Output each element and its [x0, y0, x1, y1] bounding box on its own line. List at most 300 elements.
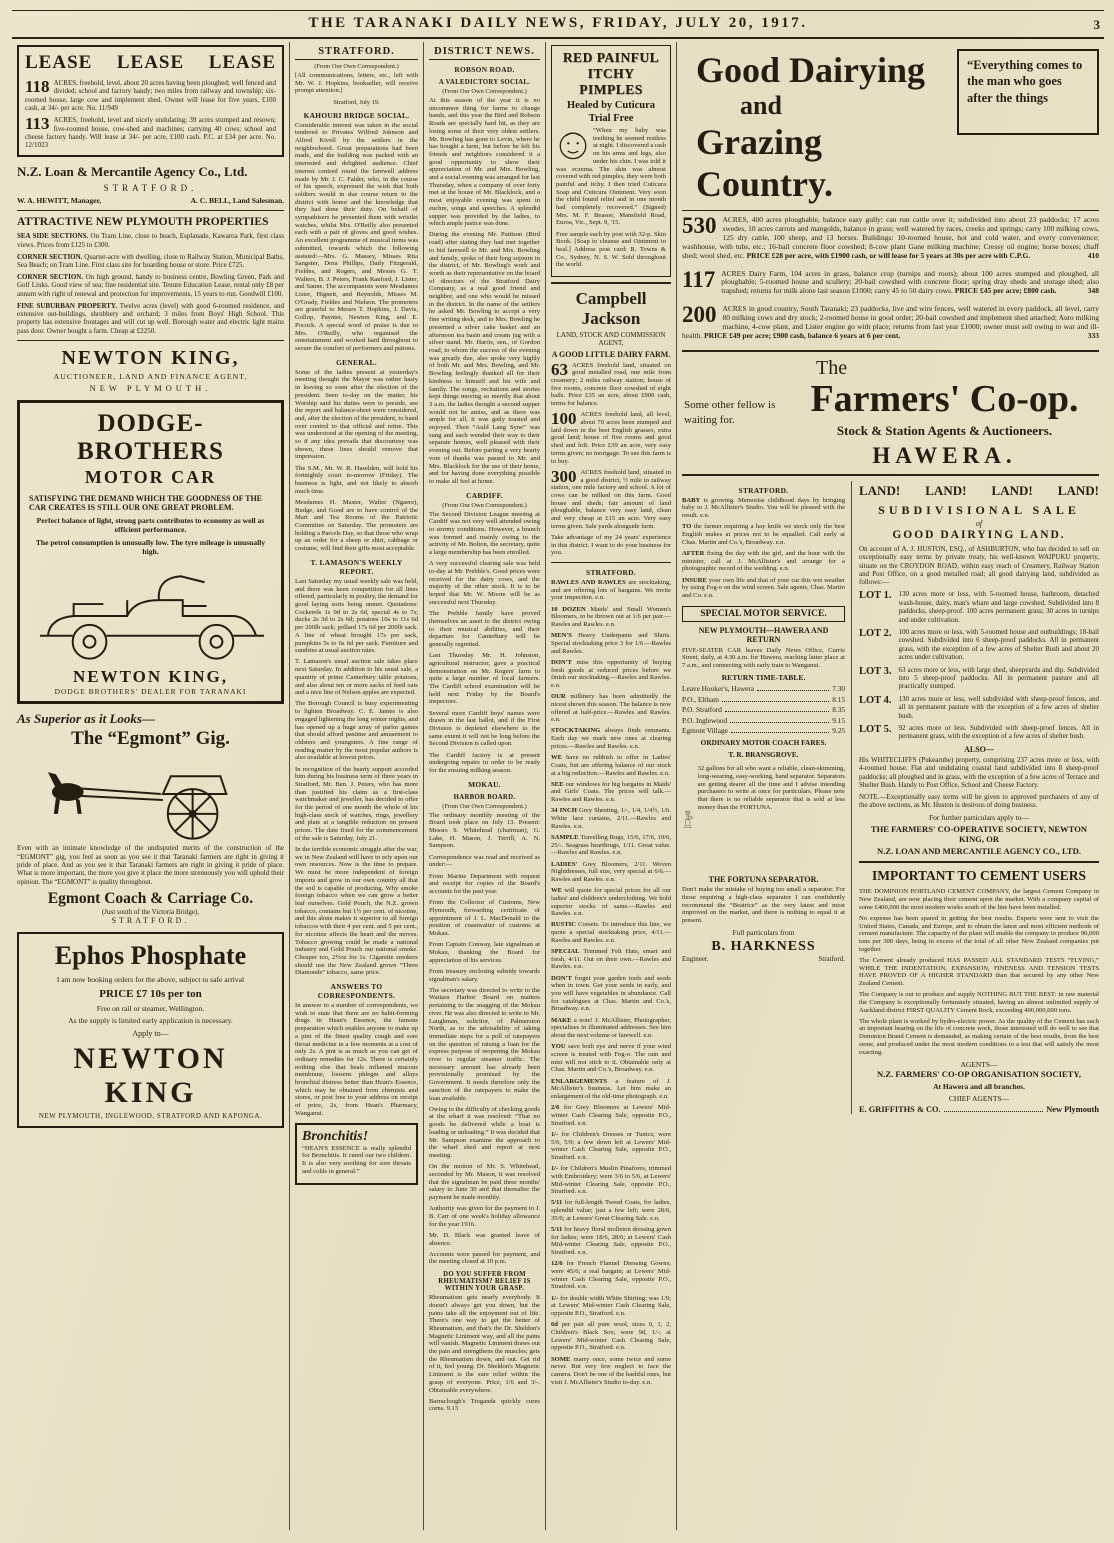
cuticura-offer: Trial Free	[588, 113, 634, 124]
farm-listing	[551, 466, 671, 531]
farm-subhead: A GOOD LITTLE DAIRY FARM.	[551, 349, 671, 359]
classified-lead: SPECIAL	[551, 948, 580, 956]
also-heading: ALSO—	[964, 744, 994, 754]
article-block	[429, 1294, 540, 1394]
article-paragraph: The Prebble family have proved themselves an asset to the district owing to their musical abilities, and their departure for Canterbury will be generally regretted.	[429, 610, 540, 648]
article-block	[295, 766, 418, 843]
article-block	[429, 88, 540, 95]
classified-lead: BABY	[682, 496, 701, 504]
leader-dots	[944, 1105, 1044, 1112]
classified-lead: MEN'S	[551, 632, 572, 640]
classified-lead: 5/11	[551, 1199, 563, 1207]
article-paragraph: Several more Cardiff boys' names were drawn in the last ballot, and if the First Division is depleted elsewhere to the same extent it will not be long before the Second Division is called upon.	[429, 709, 540, 748]
land-heading-word: LAND!	[991, 482, 1033, 498]
timetable-place: Leave Hooker's, Hawera	[682, 684, 755, 694]
egmont-gig-ad	[17, 711, 284, 925]
article-paragraph: From treasury enclosing subsidy towards signalman's salary.	[429, 967, 540, 983]
article-block	[295, 122, 418, 353]
article-block	[429, 491, 540, 500]
page-number: 3	[1093, 17, 1100, 32]
article-block	[429, 854, 540, 869]
article-paragraph: During the evening Mr. Pattison (Bird road) after stating they had met together to bid farewell to Mr. and Mrs. Bowling and family, spoke of their long sojourn in the district, of Mr. Bowling's work and worth as their representative on the board of directors of the Stratford Dairy Company, as a real good friend and neighbor, and one who would be missed in the district. In the name of the settlers he asked Mr. Bowling to accept a very fine writing desk, and to Mrs. Bowling he presented a silver cake basket and an afternoon tea basin and cream jug with a silver stand. Mr. Harris, sen., of Gordon road, to whom the success of the evening was greatly due, also spoke very highly of both Mr. and Mrs. Bowling, and Mr. Bowling feelingly thanked all for their kindness to himself and his wife and family. The songs, recitations and stories kept things moving so merrily that about 3 a.m. the ladies thought a second supper would not be amiss, and as there was ample for all, it was gaily toasted and enjoyed. Then “Auld Lang Syne” was sung and each wended their way to their separate homes, well pleased with their evening out. Before parting a very hearty vote of thanks was passed to Mr. and Mrs. Blacklock for the use of their home, and for having done everything possible to make all feel at home.	[429, 231, 540, 485]
classified-text: marry once, some twice and some never. But very few neglect to face the camera. Don't be one of the bashful ones, but visit J. McAllister's Studio to-day. e.n.	[551, 1355, 671, 1386]
land-lot	[859, 666, 1099, 691]
classified-text: millinery has been admittedly the nicest shown this season. The balance is now offered at half-price.—Rawles and Rawles. e.n.	[551, 693, 671, 724]
listing-text: ACRES freehold land, situated on good metalled road, one mile from creamery; 2 miles railway station; house of five rooms, concrete floor cowshed of eight bails. Price £35 an acre, about £900 cash, terms for balance.	[551, 361, 671, 408]
farmers-coop-ad	[682, 357, 1099, 469]
leader-dots	[722, 695, 829, 702]
farm-listing	[682, 213, 1099, 261]
article-block	[295, 558, 418, 576]
classified-text: a note! J. McAllister, Photographer, specialises in illuminated addresses. See him about the next volume or farewell. e.n.	[551, 1016, 671, 1040]
land-lot	[859, 628, 1099, 662]
price-line: PRICE £28 per acre, with £1900 cash, or will lease for 5 years at 30s per acre with C.P.G.	[746, 250, 1031, 260]
listing-text: ACRES freehold land, situated in a good district, ½ mile to railway station, one mile factory and school. A lot of cows can be milked on this farm. Good house and sheds; fair amount of land ploughable, balance very easy land, clean and very cheap at £15 an acre. Very easy terms given. Sale yards alongside farm.	[551, 468, 671, 530]
separator-illustration	[682, 765, 694, 873]
property-lead: FINE SUBURBAN PROPERTY.	[17, 301, 118, 310]
timetable-time: 7.30	[832, 684, 845, 694]
masthead	[12, 10, 1104, 39]
company-address: (Just south of the Victoria Bridge),	[101, 907, 200, 916]
listing-text: ACRES freehold land, all level, about 70 acres been stumped and laid down in the best English grasses, extra good land; house of five rooms and good shed and loft. Price £39 an acre, very easy terms given; no mortgage. To see this farm is to buy.	[551, 411, 671, 465]
service-description: FIVE-SEATER CAR leaves Daily News Office, Currie Street, daily, at 4.30 a.m. for Hawera, reaching latter place at 7 a.m., and connecting with early train to Wanganui.	[682, 646, 845, 670]
classified-lead: AFTER	[682, 549, 705, 557]
land-lot	[859, 590, 1099, 624]
acreage-number: 118	[25, 77, 50, 96]
company-name: Egmont Coach & Carriage Co.	[47, 889, 254, 907]
reference-number: 410	[1087, 250, 1099, 260]
article-paragraph: T. Lamason's usual auction sale takes place next Saturday. In addition to his usual sale, a quantity of prime Canterbury table potatoes, and also about ten or more sacks of feed oats and a nice line of Nelson apples are expected.	[295, 658, 418, 697]
column-advertising-left	[12, 42, 290, 1530]
newspaper-title: THE TARANAKI DAILY NEWS, FRIDAY, JULY 20, 1917.	[308, 15, 808, 31]
agents-label: AGENTS—	[960, 1059, 998, 1069]
column-heading: STRATFORD.	[295, 45, 418, 60]
article-block	[429, 65, 540, 74]
classified-item	[551, 948, 671, 971]
agency-salesman: A. C. BELL, Land Salesman.	[190, 196, 284, 206]
article-block	[295, 658, 418, 697]
article-paragraph: The ordinary monthly meeting of the Board took place on July 13. Present: Messrs S. Whitehead (chairman), G. Lake, H. Mason, J. Terrill, A. N. Sampson.	[429, 811, 540, 850]
bronchitis-ad	[295, 1123, 418, 1185]
classified-lead: 1/-	[551, 1130, 559, 1138]
classified-text: fixing the day with the girl, and the hour with the minister, call at J. McAllister's and arrange for a photographic record of the wedding. e.n.	[682, 549, 845, 573]
classified-text: always finds remnants. Each day we mark new ones at clearing prices.—Rawles and Rawles. e.n.	[551, 727, 671, 750]
property-lead: CORNER SECTION.	[17, 252, 83, 261]
article-paragraph: The Second Division League meeting at Cardiff was not very well attended owing to stormy conditions. However, a branch was formed and mainly owing to the activity of Mr. Bolton, the secretary, quite a large membership has been enrolled.	[429, 510, 540, 557]
article-paragraph: Mesdames H. Master, Walter (Ngaere), Budge, and Good are to have control of the Mart and Tea Rooms of the Patriotic Committee on Saturday. The promoters are holding a Parcels Day, so that those who wrap up an order for a sheep or shirt, cabbage or costume, will find their gifts most acceptable.	[295, 498, 418, 553]
sale-of: of	[975, 518, 983, 528]
property-text: On Tram Line, close to beach, Esplanade, Kawaroa Park, first class views. Prices from £125 to £300.	[17, 232, 284, 249]
classified-item	[551, 1043, 671, 1074]
classified-lead: 2/6	[551, 1104, 560, 1112]
article-paragraph: Considerable interest was taken in the social tendered to Privates Wilfred Johnson and Alfred Kivell by the settlers in the neighborhood. Great preparations had been made, and the building was packed with an interested and delighted audience. Chief interest centred round the farewell address made by Mr. J. C. Falder, who, in the course of his speech, expressed the wish that both soldiers would in due course return to the district with honor and the knowledge that they had done their duty. On behalf of sympathisers he presented them with wristlet watches, whilst Mrs. O'Reilly also presented each with a pair of gloves and good wishes. An excellent programme of musical items was submitted, towards which the following assisted:—Mrs. G. Massey, Misses Rita Sangster, Dora Phillips, Daily Fitzgerald, Fieldes, and Rogers, and Messrs G. T. Walters, B. J. Peters, Frank Ranford, J. Lister, and Sanne. The accompanists were Mesdames Lister, Hignett, and Reynolds, Misses M. O'Grady, Fieldes and Nielson. The promoters are grateful to Messrs T. Hopkins, J. Davis, Gollop, Paynter, Newton King, and E. Pocock. A special word of praise is due to Mrs. O'Reilly, who organised the entertainment and worked hard throughout to secure the comfort of performers and patrons.	[295, 121, 418, 352]
leader-dots	[730, 716, 829, 723]
article-paragraph: Some of the ladies present at yesterday's meeting thought the Mayor was rather hasty in leaving so soon after the election of the president. Seen to-day on the matter, his Worship said his duties were to preside, see the report and balance-sheet were considered, and, after the election of the president, to hand over control to that official and retire. This was understood at the opening of the meeting, so if any idea prevails that discourtesy was shown, these lines should remove that impression.	[295, 368, 418, 461]
article-block	[429, 79, 540, 86]
timetable-time: 9.15	[832, 715, 845, 725]
property-item	[17, 273, 284, 298]
article-block	[429, 1251, 540, 1266]
agency-manager: W. A. HEWITT, Manager,	[17, 196, 102, 206]
listing-text: ACRES, freehold, level, about 20 acres having been ploughed; well fenced and divided; school and factory handy; two miles from railway and township; six-roomed house, large cow and implement shed. Owner will lease for five years, £100 cash, at 34/- per acre. No. 11/949	[25, 79, 276, 113]
article-block	[429, 794, 540, 801]
classified-lead: 6d	[551, 1321, 558, 1329]
apply-line: Full particulars from	[732, 928, 795, 938]
chief-agents-label: CHIEF AGENTS—	[948, 1093, 1010, 1103]
chief-agent-name: E. GRIFFITHS & CO.	[859, 1104, 941, 1114]
dodge-title: DODGE-BROTHERS	[77, 410, 224, 466]
classified-lead: SOME	[551, 1355, 571, 1363]
proprietor-name: T. R. BRANSGROVE.	[728, 750, 799, 760]
lot-label: LOT 2.	[859, 627, 892, 639]
correspondent-line: (From Our Own Correspondent.)	[442, 88, 527, 95]
classified-lead: MAKE	[551, 1016, 572, 1024]
classified-text: a feature of J. McAllister's business. Let him make an enlargement of the old-time photograph. e.n.	[551, 1077, 671, 1101]
property-text: On high ground, handy to business centre, Bowling Green, Park and Golf Links. Good view of sea; fine residential site. Tenure Education Lease, rental only £8 per annum with right of renewal and protection for improvements, 15 years to run. Goodwill £100.	[17, 272, 284, 298]
cement-paragraph: The Cement already produced HAS PASSED ALL STANDARD TESTS “FLYING,” WHILE THE INDENTATION, EXPANSION, FINENESS AND TENSION TESTS HAVE PROVED OF A HIGHER STANDARD than that secured by any other New Zealand Cement.	[859, 956, 1099, 987]
classified-lead: WE	[551, 887, 562, 895]
section-heading: ANSWERS TO CORRESPONDENTS.	[317, 982, 396, 1001]
timetable-row	[682, 705, 845, 714]
classified-text: forget your garden tools and seeds when in town. Get your seeds in early, and you will have vegetables in abundance. Call for catalogues at Chas. Martin and Co.'s, Broadway. e.n.	[551, 974, 671, 1013]
farm-listing	[551, 359, 671, 408]
dairy-headline-line: Good Dairying	[696, 50, 926, 90]
fares-line: ORDINARY MOTOR COACH FARES.	[700, 738, 827, 748]
timetable-row	[682, 716, 845, 725]
auctioneer-name: NEWTON KING,	[61, 347, 240, 370]
harkness-role: Engineer.	[682, 955, 709, 964]
article-block	[429, 710, 540, 749]
article-paragraph: At this season of the year it is no uncommon thing for farms to change hands, and this year the Bird and Robson Roads are specially hard hit, as they are losing some of their very oldest settlers. Mr. Bowling has gone to Levin, where he has bought a farm, but before he left his friends and neighbors considered it a good opportunity to show their appreciation of Mr. and Mrs. Bowling, and a social evening was arranged for last Thursday, when a company of over forty met at the house of Mr. Blacklock, and a most enjoyable evening was spent in euchre, songs and speeches. A splendid supper was provided by the ladies, to which ample justice was done.	[429, 97, 540, 228]
classified-item	[682, 497, 845, 520]
lot-text: 130 acres more or less, well subdivided with sheep-proof fences, and all in permanent pasture with the exception of a few acres of shelter bush.	[898, 694, 1099, 720]
classified-item	[551, 727, 671, 750]
article-paragraph: Accounts were passed for payment, and the meeting closed at 10 p.m.	[429, 1250, 540, 1266]
classified-lead: STOCKTAKING	[551, 727, 601, 735]
dealer-name: NEWTON KING,	[73, 667, 228, 687]
article-block	[429, 1271, 540, 1292]
acreage-number: 300	[551, 466, 577, 486]
classified-text: Grey Bloomers, 2/11. Woven Nightdresses, full size, very special at 6/6.—Rawles and Rawles. e.n.	[551, 860, 671, 883]
agent-society: N.Z. FARMERS' CO-OP ORGANISATION SOCIETY,	[877, 1068, 1081, 1079]
listing-text: ACRES in good country, South Taranaki; 23 paddocks, live and wire fences, well watered in every paddock, all level, carry 80 milking cows and dry stock; 2-roomed house in good order; 20-bail cowshed and implement shed attached; Auto milking machine, 4-cow plant, and Lister engine go with place; returns from last year £1000; owner must sell owing to war and ill-health.	[682, 304, 1099, 340]
article-block	[295, 700, 418, 762]
timetable-row	[682, 726, 845, 735]
advertiser-name: NEWTON KING	[73, 1041, 228, 1109]
land-heading-word: LAND!	[925, 482, 967, 498]
article-block	[429, 1106, 540, 1160]
section-subheading: HARBOR BOARD.	[453, 793, 516, 801]
land-heading-word: LAND!	[1057, 482, 1099, 498]
agent-role: LAND, STOCK AND COMMISSION AGENT,	[556, 330, 666, 347]
article-block	[295, 499, 418, 553]
classified-text: for double width White Shirting; was 1/9; at Lewers' Mid-winter Cash Clearing Sale, opposite P.O., Stratford. e.n.	[551, 1294, 671, 1318]
classified-lead: RAWLES AND RAWLES	[551, 579, 626, 587]
classified-lead: INSURE	[682, 576, 707, 584]
egmont-tagline: As Superior as it Looks—	[17, 711, 155, 727]
nz-loan-mercantile-ad	[17, 164, 284, 205]
classified-item	[551, 1017, 671, 1040]
cuticura-footer: Free sample each by post with 32-p. Skin Book. [Soap to cleanse and Ointment to heal.] Address post card: R. Towns & Co., Sydney, N. S. W. Sold throughout the world.	[556, 230, 666, 269]
cement-ad	[859, 868, 1099, 1114]
lease-listing	[25, 79, 276, 113]
lease-listing	[25, 116, 276, 150]
auctioneer-role: AUCTIONEER, LAND AND FINANCE AGENT,	[53, 372, 248, 382]
classified-item	[551, 754, 671, 777]
cement-heading: IMPORTANT TO CEMENT USERS	[872, 868, 1086, 884]
article-paragraph: The Borough Council is busy experimenting to lighten Broadway. C. E. James is also engaged lightening the long winter nights, and has opened up a huge array of parlor games that should afford pastime and amusement to oldsters and youngsters. A fine range of reading matter by the most popular authors is also available at lowest prices.	[295, 700, 418, 762]
article-block	[429, 1232, 540, 1247]
timetable-row	[682, 695, 845, 704]
classified-item	[682, 550, 845, 573]
experience-note: Take advantage of my 24 years' experience in this district. I want to do your business for you.	[551, 533, 671, 557]
dairy-headline	[682, 49, 949, 205]
bronchitis-copy: “HEAN'S ESSENCE is really splendid for Bronchitis. It cured our two children. It is also very soothing for sore throats and colds in general.”	[302, 1144, 411, 1175]
testimonial-text	[556, 127, 666, 227]
classified-text: will quote for special prices for all our ladies' and children's underclothing. We hold superior stocks of same.—Rawles and Rawles. e.n.	[551, 887, 671, 918]
quote-text: “Everything comes to the man who goes after the things	[967, 58, 1083, 105]
classified-item	[551, 1321, 671, 1352]
property-lead: CORNER SECTION.	[17, 272, 84, 281]
egmont-title: The “Egmont” Gig.	[71, 728, 230, 750]
classified-text: Maids' and Small Women's Bloomers, to be thrown out at 1/6 per pair.—Rawles and Rawles. e.n.	[551, 605, 671, 629]
lease-heading-word: LEASE	[25, 52, 93, 73]
farm-listing	[551, 411, 671, 465]
land-lot	[859, 724, 1099, 741]
classified-text: for Grey Bloomers at Lewers' Mid-winter Cash Clearing Sale, opposite P.O., Stratford. e.n.	[551, 1104, 671, 1127]
leader-dots	[757, 684, 829, 691]
property-lead: SEA SIDE SECTIONS.	[17, 232, 89, 241]
lease-heading-word: LEASE	[116, 52, 185, 73]
lot-label: LOT 5.	[859, 723, 892, 735]
classified-item	[551, 781, 671, 804]
lease-heading-word: LEASE	[208, 52, 276, 73]
article-block	[429, 652, 540, 706]
classified-item	[551, 834, 671, 857]
cuticura-ad	[551, 45, 671, 277]
classified-lead: 12/6	[551, 1260, 563, 1268]
lot-text: 130 acres more or less, with 5-roomed house, bathroom, detached wash-house, dairy, man's whare and large cowshed. Subdivided into 8 paddocks, sheep-proof. 100 acres permanent grass; 30 acres in turnips and under cultivation.	[898, 590, 1099, 624]
timetable-place: P.O. Stratford	[682, 705, 722, 715]
section-heading: GENERAL.	[336, 357, 377, 367]
section-heading: MOKAU.	[468, 779, 501, 789]
newton-king-card	[17, 347, 284, 393]
motor-service-heading: SPECIAL MOTOR SERVICE.	[682, 606, 845, 622]
leader-dots	[725, 705, 829, 712]
fortuna-separator-ad	[682, 765, 845, 963]
ad-copy: I am now booking orders for the above, subject to safe arrival	[56, 974, 245, 984]
price-line: PRICE £45 per acre; £800 cash.	[954, 286, 1057, 296]
article-block	[295, 1002, 418, 1118]
leader-dots	[731, 726, 829, 733]
cuticura-headline: RED PAINFUL	[562, 50, 660, 65]
article-paragraph: From the Collector of Customs, New Plymouth, forwarding certificate of appointment of J. L. MacDonald to the position of coastwaiter of customs at Mokau.	[429, 899, 540, 937]
ad-copy: Free on rail or steamer, Wellington.	[96, 1003, 205, 1013]
new-plymouth-properties-ad	[17, 216, 284, 335]
ad-copy: The petrol consumption is unusually low. The tyre mileage is unusually high.	[35, 538, 266, 557]
right-advertising-section	[677, 42, 1104, 1530]
classified-item	[551, 579, 671, 602]
classified-item	[551, 807, 671, 830]
cement-paragraph: The Company is out to produce and supply NOTHING BUT THE BEST: in raw material the Company is exceptionally fortunately situated, having an almost unlimited supply of Auckland district FIRST QUALITY Cement Rock, exceeding 400,000,000 tons.	[859, 991, 1099, 1014]
classified-text: for full-length Tweed Coats, for ladies, splendid value; just a few left; were 28/6, 35/6; at Lewers' Great Clearing Sale. e.n.	[551, 1199, 671, 1222]
dateline: Stratford, July 19.	[333, 98, 380, 106]
article-block	[429, 1163, 540, 1202]
article-block	[429, 812, 540, 851]
reference-number: 348	[1087, 286, 1099, 296]
article-block	[429, 752, 540, 775]
article-paragraph: Mr. D. Black was granted leave of absence.	[429, 1231, 540, 1247]
article-paragraph: In recognition of the hearty support accorded him during his business term of three years in Stratford, Mr. Ben. J. Peters, who has more than justified his claim as a first-class watchmaker and jeweller, has decided to offer for the period of one month the whole of his high-class stock of watches, rings, jewellery and plate at a tangible reduction on present prices. The date fixed for the commencement of the sale is Saturday, July 21.	[295, 765, 418, 842]
article-block	[429, 560, 540, 606]
article-block	[295, 369, 418, 461]
section-heading: ROBSON ROAD.	[454, 65, 515, 74]
chief-agent-row	[859, 1105, 1099, 1114]
classified-text: for French Flannel Dressing Gowns; were 45/6; a real bargain; at Lewers' Mid-winter Cash Clearing Sale, opposite P.O., Stratford. e.n.	[551, 1260, 671, 1291]
article-block	[429, 502, 540, 509]
classified-text: is growing. Memorise childhood days by bringing baby to J. McAllister's Studio. You will be pleased with the result. e.n.	[682, 496, 845, 520]
agent-name: Campbell Jackson	[575, 288, 647, 328]
article-block	[429, 1398, 540, 1413]
classified-text: for Children's Dresses or Tunics; were 5/6, 5/9; a few down left at Lewers' Mid-winter Cash Clearing Sale, opposite P.O., Stratford. e.n.	[551, 1130, 671, 1161]
classified-lead: TO	[682, 523, 692, 531]
agency-name: N.Z. Loan & Mercantile Agency Co., Ltd.	[17, 164, 248, 180]
stratford-classifieds-heading: STRATFORD.	[738, 485, 789, 495]
classified-item	[682, 523, 845, 546]
classified-item	[551, 1104, 671, 1127]
article-paragraph: In the terrible economic struggle after the war, we in New Zealand will have to rely upon our own resources. Now is the time to prepare. We must be more independent of foreign imports and grow in our own country all that the soil is capable of producing. Why smoke foreign tobacco when we can grow a better leaf ourselves. Gold Pouch, the N.Z. grown tobacco, contains but 1½ per cent. of nicotine, and this alone makes it superior to all foreign tobaccos with their 4 per cent. and 5 per cent., for nicotine affects the heart and the nerves. Tobacco growing could be made a national industry and Gold Pouch our national smoke. Cheaper too, 2½oz for 1s. Cigarette smokers should use the New Zealand grown “Three Diamonds” tobacco, same price.	[295, 846, 418, 977]
lot-label: LOT 1.	[859, 590, 892, 602]
lot-label: LOT 3.	[859, 665, 892, 677]
classified-item	[551, 1131, 671, 1162]
ephos-title: Ephos Phosphate	[54, 940, 247, 970]
testimonial-body: “When my baby was teething he seemed restless at night. I discovered a rash on his arms and legs, also under his chin. I was told it was eczema. The skin was almost covered with red pimples, they were both painful and itchy. I then tried Cuticura Soap and Cuticura Ointment. Very soon the child found relief and in one month had completely recovered.” (Signed) Mrs. M. F. Beasoe, Mansfield Road, Euroa, Vic., Sept. 9, '15.	[556, 127, 666, 227]
article-paragraph: From Marine Department with request and receipt for copies of the Board's accounts for the past year.	[429, 872, 540, 895]
classified-lead: WE	[551, 754, 562, 762]
timetable-time: 9.25	[832, 726, 845, 736]
article-block	[429, 968, 540, 983]
timetable-time: 8.35	[832, 705, 845, 715]
agents-names: THE FARMERS' CO-OPERATIVE SOCIETY, NEWTON KING, OR	[870, 824, 1088, 845]
waiting-tagline: Some other fellow is waiting for.	[684, 398, 776, 426]
coop-town: HAWERA.	[872, 442, 1017, 468]
classified-text: for Children's Muslin Pinafores, trimmed with Embroidery; were 3/6 to 5/6, at Lewers' Mid-winter Clearing Sale, opposite P.O., Stratford. e.n.	[551, 1165, 671, 1196]
article-block	[295, 111, 418, 120]
also-text: His WHITECLIFFS (Pukearuhe) property, comprising 237 acres more or less, with 4-roomed house. Flat and undulating coastal land subdivided into 8 sheep-proof paddocks; all ploughed and in grass, with the exception of a few acres of Terrace and Shelter Bush. Handy to Post Office, School and Cheese Factory.	[859, 755, 1099, 790]
acreage-number: 200	[682, 302, 717, 328]
route-heading: NEW PLYMOUTH—HAWERA AND RETURN	[698, 625, 829, 644]
acreage-number: 100	[551, 409, 577, 429]
article-paragraph: On the motion of Mr. S. Whitehead, seconded by Mr. Mason, it was resolved that the signalman be paid three months' salary to June 30 and that thereafter the payment be made monthly.	[429, 1163, 540, 1201]
cement-paragraph: The whole plant is worked by hydro-electric power. As the quality of the Cement has such an important bearing on the life of concrete work, those interested will do well to see that Dominion Brand Cement is demanded, as making certain of the best results, from the best stone, and produced under the most modern conditions to a test that will satisfy the most exacting.	[859, 1017, 1099, 1056]
classified-item	[551, 1078, 671, 1101]
article-block	[429, 987, 540, 1103]
article-paragraph: From Captain Conway, late signalman at Mokau, thanking the Board for appreciation of his services.	[429, 941, 540, 964]
ad-copy: Perfect balance of light, strong parts contributes to economy as well as efficient performance.	[36, 516, 265, 535]
article-block	[429, 231, 540, 485]
coop-the: The	[816, 356, 848, 379]
fortuna-title: THE FORTUNA SEPARATOR.	[708, 875, 819, 885]
classified-text: for heavy floral molleton dressing gown for ladies; were 18/6, 28/6; at Lewers' Cash Mid-winter Clearing Sale, opposite P.O., Stratford. e.n.	[551, 1226, 671, 1257]
correspondent-line: (From Our Own Correspondent.)	[442, 501, 527, 509]
right-bottom-left-column	[682, 481, 852, 1114]
campbell-jackson-ad	[551, 289, 671, 557]
acreage-number: 530	[682, 213, 717, 238]
lot-text: 100 acres more or less, with 5-roomed house and outbuildings; 18-bail cowshed. Subdivided into 6 sheep-proof paddocks. All in permanent grass, with the exception of a few acres of Shelter Bush and about 20 acres under cultivation.	[898, 627, 1099, 662]
stratford-news-column	[290, 42, 424, 1530]
lease-heading	[25, 52, 276, 74]
advertiser-towns: NEW PLYMOUTH, INGLEWOOD, STRATFORD AND KAPONGA.	[38, 1111, 263, 1120]
classified-text: Grey Sheeting, 1/-, 1/4, 1/4½, 1/6. White lace curtains, 2/11.—Rawles and Rawles. e.n.	[551, 807, 672, 830]
correspondent-line: (From Our Own Correspondent.)	[442, 802, 527, 810]
column-cuticura-jackson	[546, 42, 677, 1530]
article-block	[429, 899, 540, 938]
classified-item	[551, 1199, 671, 1222]
classified-lead: RUSTIC	[551, 921, 576, 929]
article-block	[429, 97, 540, 228]
chief-agent-town: New Plymouth	[1046, 1104, 1099, 1114]
right-bottom-right-column	[852, 481, 1099, 1114]
cement-paragraph: No expense has been spared in getting the best results. Experts were sent to visit the United States, Canada, and Europe, and to obtain the latest and most efficient methods of cement manufacture. The capacity of the plant will enable the company to produce 90,000 tons per 300 days, being in excess of the total of all other New Zealand companies put together.	[859, 914, 1099, 953]
article-paragraph: The S.M., Mr. W. R. Haselden, will hold his fortnightly court to-morrow (Friday). The business is light, and not likely to absorb much time.	[295, 464, 418, 495]
listing-text: ACRES Dairy Farm, 104 acres in grass, balance crop (turnips and roots); about 100 acres stumped and ploughed, all ploughable; 5-roomed house and scullery; 20-bail cowshed with concrete floor; spring dray sheds and storage shed; also trapshed; returns for milk alone last season £1000; carry 45 to 50 dairy cows.	[721, 268, 1099, 296]
classified-item	[551, 921, 671, 944]
classified-item	[551, 1260, 671, 1291]
article-paragraph: Rheumatism gets nearly everybody. It doesn't always get you down, but the pains take all the enjoyment out of life. There's one way to get the better of Rheumatism, and that's the Dr. Sheldon's Magnetic Liniment way, and all the pains will vanish. Magnetic Liniment draws out the pain and strengthens the muscles; gets the Rheumatism down, and out. Get rid of it, feel young. Dr. Sheldon's Magnetic Liniment is the sure relief within the grasp of everyone. Price, 1/6 and 3/-. Obtainable everywhere.	[429, 1294, 540, 1394]
stratford-classifieds-heading: STRATFORD.	[586, 568, 636, 578]
dairy-headline-line: Grazing Country.	[696, 122, 834, 204]
cement-paragraph: THE DOMINION PORTLAND CEMENT COMPANY, the largest Cement Company in New Zealand, are now placing their cement upon the market. With a company capital of some £400,000 the most modern works south of the line have been installed.	[859, 888, 1099, 911]
section-heading: T. LAMASON'S WEEKLY REPORT.	[310, 557, 403, 576]
communications-note: [All communications, letters, etc., left with Mr. W. J. Hopkins, bookseller, will receive prompt attention.]	[295, 72, 418, 95]
farm-listing	[682, 266, 1099, 297]
dealer-line: DODGE BROTHERS' DEALER FOR TARANAKI	[54, 687, 247, 697]
classified-lead: 1/-	[551, 1294, 559, 1302]
classified-text: Heavy Underpants and Shirts. Special stocktaking price 3 for 1/6.—Rawles and Rawles.	[551, 632, 671, 655]
sale-intro: On account of A. J. HUSTON, ESQ., of ASHBURTON, who has decided to sell on exceptionally easy terms by private treaty, his well-known WAIPUKU property, situate on the CROYDON ROAD, within easy reach of Creamery, Railway Station and Post Office, on a good metalled road; all good dairying land, subdivided as follows:—	[859, 544, 1099, 587]
reference-number: 333	[1087, 330, 1099, 340]
article-block	[429, 873, 540, 896]
lease-ad	[17, 45, 284, 157]
dairy-listings	[682, 213, 1099, 341]
classified-text: save both eye and nerve if your wind screen is treated with Fog-o. The rain and mist will not stick to it. Obtainable only at Chas. Martin and Co.'s, Broadway. e.n.	[551, 1043, 671, 1074]
classified-text: are stocktaking, and are offering lots of bargains. We invite your inspection. e.n.	[551, 579, 671, 602]
fortuna-copy: 32 gallons for all who want a reliable, clean-skimming, long-wearing, easy-working, hand separator. Separators are getting dearer all the time and I advise intending purchasers to write at once for particulars. Please note that there is no reliable separator that is sold at less money than the FORTUNA.	[697, 765, 845, 811]
classified-text: Travelling Rugs, 15/6, 17/6, 19/6, 25/-. Seagrass hearthrugs, 1/11. Great value.—Rawles and Rawles. e.n.	[551, 833, 671, 857]
classified-lead: LADIES'	[551, 860, 578, 868]
classified-item	[551, 1226, 671, 1257]
fortuna-copy: Don't make the mistake of buying too small a separator. For those requiring a high-class separator I can confidently recommend the “Beatrice” as the very latest and most improved on the market, and there is nothing to equal it at present.	[682, 886, 845, 925]
classified-item	[551, 1165, 671, 1196]
property-item	[17, 232, 284, 249]
article-paragraph: The secretary was directed to write to the Waitara Harbor Board on matters pertaining to the snagging of the Mokau river. He was also directed to write to Mr. Laughman, solicitor, of Palmerston North, as to the advisability of taking immediate steps for a poll of ratepayers on the question of raising a loan for the express purpose of reopening the Mokau river to regular steamer traffic. The necessary amount has already been provisionally promised by the Government. It needs therefore only the sanction of the ratepayers to make the loan available.	[429, 986, 540, 1102]
classified-text: the farmer requiring a hay knife we stock only the best English makes at prices not to be equalled. Call early at Chas. Martin and Co.'s, Broadway. e.n.	[682, 523, 845, 546]
classified-lead: ENLARGEMENTS	[551, 1077, 608, 1085]
coop-subtitle: Stock & Station Agents & Auctioneers.	[836, 422, 1053, 438]
price-line: PRICE £7 10s per ton	[99, 987, 202, 1000]
classified-item	[551, 887, 671, 918]
article-block	[429, 610, 540, 649]
dodge-car-illustration	[32, 560, 270, 664]
classified-lead: YOU	[551, 1043, 566, 1051]
article-block	[295, 358, 418, 367]
apply-line: Apply to—	[132, 1028, 169, 1038]
article-paragraph: Correspondence was read and received as under:—	[429, 853, 540, 869]
correspondent-line: (From Our Own Correspondent.)	[314, 63, 399, 70]
sale-note: NOTE.—Exceptionally easy terms will be given to approved purchasers of any of the above sections, as Mr. Huston is desirous of doing business.	[859, 792, 1099, 810]
ephos-phosphate-ad	[17, 932, 284, 1128]
classified-lead: SAMPLE	[551, 833, 579, 841]
